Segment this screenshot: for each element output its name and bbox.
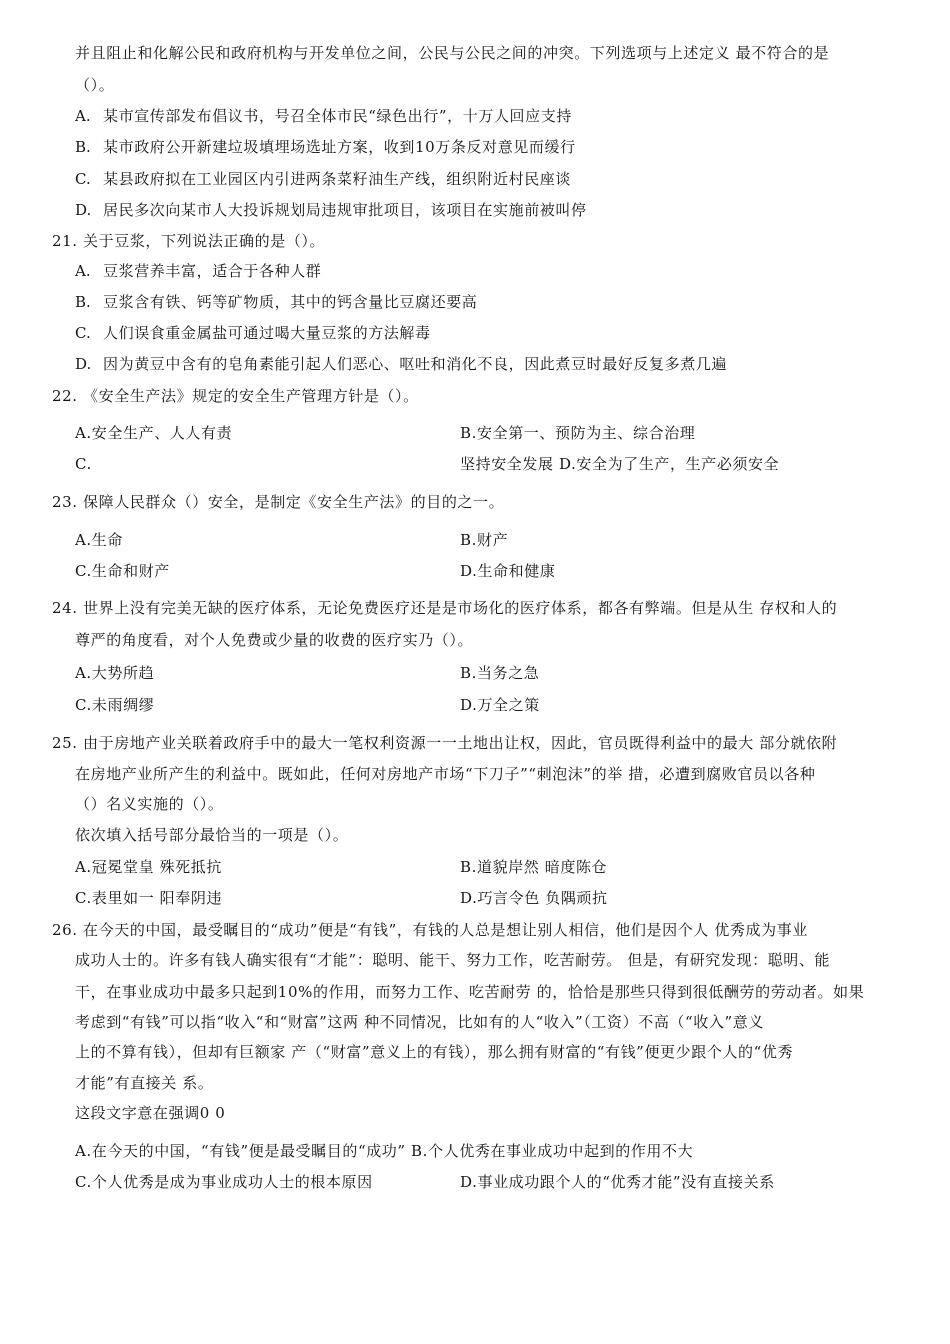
q24-stem-line: 尊严的角度看，对个人免费或少量的收费的医疗实乃（）。 [75, 631, 474, 649]
q26-stem-line: 成功人士的。许多有钱人确实很有“才能”：聪明、能干、努力工作，吃苦耐劳。 但是，有研究发现：聪明、能 [75, 951, 831, 969]
q25-option-d: D.巧言令色 负隅顽抗 [460, 889, 608, 907]
q20-option-text: 居民多次向某市人大投诉规划局违规审批项目，该项目在实施前被叫停 [103, 201, 587, 219]
q25-stem-line: （）名义实施的（）。 [75, 795, 224, 813]
q20-option-label: C. [75, 170, 91, 188]
q21-stem: 21. 关于豆浆，下列说法正确的是（）。 [52, 232, 326, 250]
q21-option-text: 因为黄豆中含有的皂角素能引起人们恶心、呕吐和消化不良，因此煮豆时最好反复多煮几遍 [103, 355, 728, 373]
q24-option-b: B.当务之急 [460, 664, 540, 682]
q20-option-text: 某市宣传部发布倡议书，号召全体市民“绿色出行”，十万人回应支持 [103, 107, 572, 125]
q26-option-c: C.个人优秀是成为事业成功人士的根本原因 [75, 1173, 373, 1191]
q25-prompt: 依次填入括号部分最恰当的一项是（）。 [75, 826, 349, 844]
q23-option-d: D.生命和健康 [460, 562, 556, 580]
q20-stem-line: 并且阻止和化解公民和政府机构与开发单位之间，公民与公民之间的冲突。下列选项与上述定义 最不符合的是 [75, 44, 830, 62]
q20-option-label: D. [75, 201, 92, 219]
q26-stem-line: 干，在事业成功中最多只起到10%的作用，而努力工作、吃苦耐劳 的，恰恰是那些只得到很低酬劳的劳动者。如果 [75, 983, 865, 1001]
q26-options-a-b: A.在今天的中国，“有钱”便是最受瞩目的“成功” B.个人优秀在事业成功中起到的作用不大 [75, 1142, 694, 1160]
q22-option-c: C. [75, 455, 92, 473]
q24-option-d: D.万全之策 [460, 696, 540, 714]
q26-stem-line: 考虑到“有钱”可以指“收入“和“财富”这两 种不同情况，比如有的人“收入”（工资）不高（“收入”意义 [75, 1013, 764, 1031]
q25-stem-line: 25. 由于房地产业关联着政府手中的最大一笔权利资源一一土地出让权，因此，官员既得利益中的最大 部分就依附 [52, 734, 838, 752]
q26-prompt: 这段文字意在强调0 0 [75, 1104, 226, 1122]
q23-option-c: C.生命和财产 [75, 562, 170, 580]
q22-option-a: A.安全生产、人人有责 [75, 424, 233, 442]
q23-stem: 23. 保障人民群众（）安全，是制定《安全生产法》的目的之一。 [52, 493, 505, 511]
q25-stem-line: 在房地产业所产生的利益中。既如此，任何对房地产市场“下刀子”“刺泡沫”的举 措，必遭到腐败官员以各种 [75, 765, 816, 783]
q26-option-d: D.事业成功跟个人的“优秀才能”没有直接关系 [460, 1173, 775, 1191]
q20-option-text: 某市政府公开新建垃圾填埋场选址方案，收到10万条反对意见而缓行 [103, 138, 576, 156]
q21-option-label: D. [75, 355, 92, 373]
q26-stem-line: 才能”有直接关 系。 [75, 1074, 214, 1092]
q24-stem-line: 24. 世界上没有完美无缺的医疗体系，无论免费医疗还是是市场化的医疗体系，都各有弊端。但是从生 存权和人的 [52, 599, 838, 617]
q26-stem-line: 上的不算有钱），但却有巨额家 产（“财富”意义上的有钱），那么拥有财富的“有钱”便更少跟个人的“优秀 [75, 1043, 794, 1061]
q26-stem-line: 26. 在今天的中国，最受瞩目的“成功”便是“有钱”，有钱的人总是想让别人相信，他们是因个人 优秀成为事业 [52, 921, 808, 939]
q22-option-c-d-tail: 坚持安全发展 D.安全为了生产，生产必须安全 [460, 455, 780, 473]
q21-option-label: C. [75, 324, 91, 342]
q25-option-c: C.表里如一 阳奉阴违 [75, 889, 223, 907]
q25-option-a: A.冠冕堂皇 殊死抵抗 [75, 858, 222, 876]
q24-option-a: A.大势所趋 [75, 664, 155, 682]
q20-option-text: 某县政府拟在工业园区内引进两条菜籽油生产线，组织附近村民座谈 [103, 170, 572, 188]
q22-stem: 22. 《安全生产法》规定的安全生产管理方针是（）。 [52, 387, 419, 405]
q21-option-label: B. [75, 293, 91, 311]
q21-option-text: 豆浆含有铁、钙等矿物质，其中的钙含量比豆腐还要高 [103, 293, 478, 311]
q23-option-b: B.财产 [460, 531, 509, 549]
q25-option-b: B.道貌岸然 暗度陈仓 [460, 858, 608, 876]
q21-option-label: A. [75, 262, 91, 280]
q22-option-b: B.安全第一、预防为主、综合治理 [460, 424, 696, 442]
q23-option-a: A.生命 [75, 531, 124, 549]
q20-stem-line: （）。 [75, 76, 115, 94]
q21-option-text: 豆浆营养丰富，适合于各种人群 [103, 262, 322, 280]
q20-option-label: A. [75, 107, 91, 125]
q21-option-text: 人们误食重金属盐可通过喝大量豆浆的方法解毒 [103, 324, 431, 342]
q20-option-label: B. [75, 138, 91, 156]
q24-option-c: C.未雨绸缪 [75, 696, 155, 714]
